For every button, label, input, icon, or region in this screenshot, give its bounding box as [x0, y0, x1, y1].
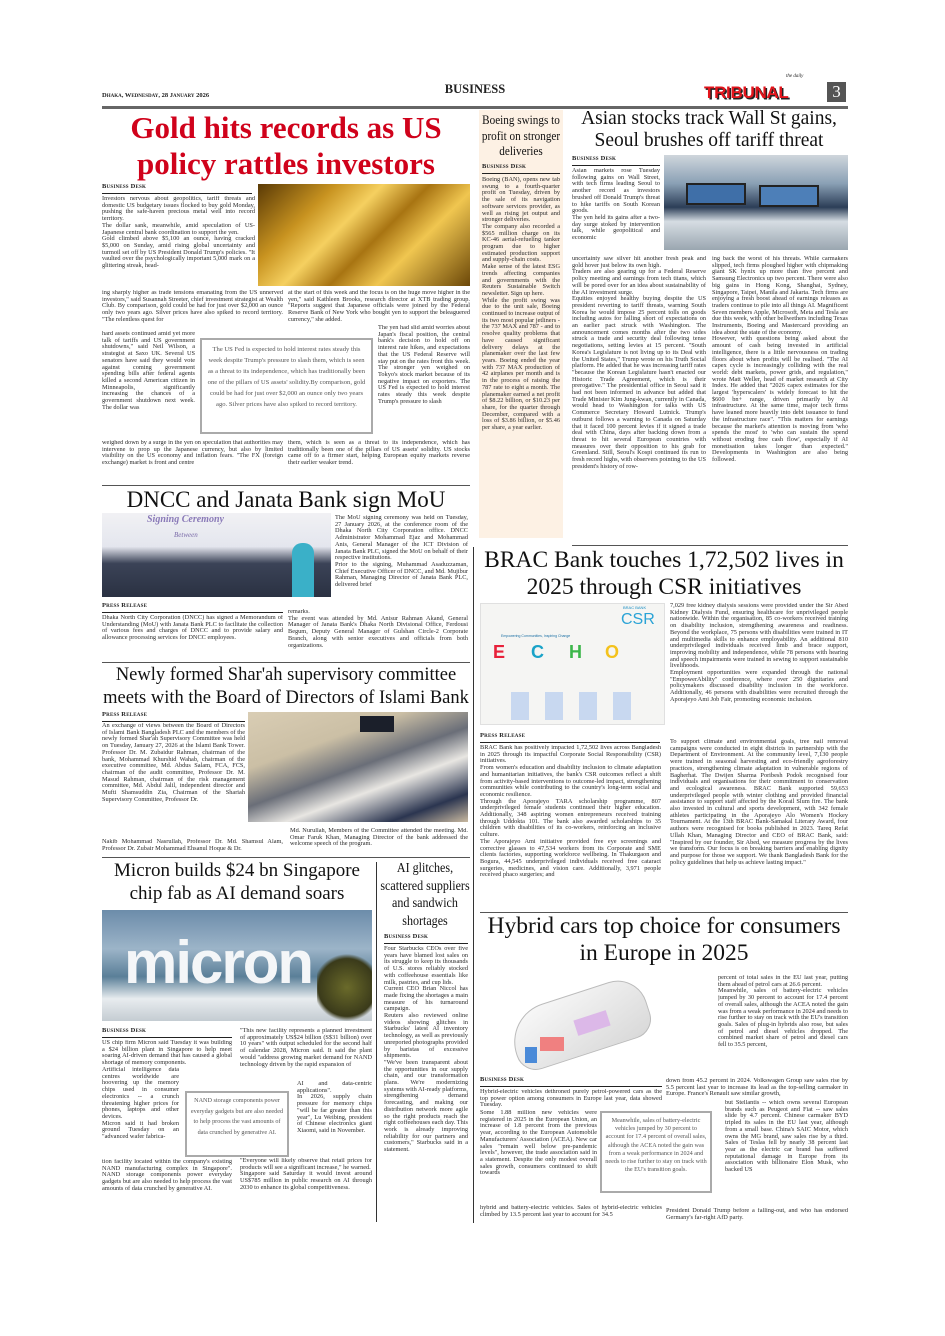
asian-headline: Asian stocks track Wall St gains, Seoul brushes off tariff threat: [581, 108, 837, 151]
dncc-headline: DNCC and Janata Bank sign MoU: [126, 487, 446, 512]
micron-body-3: tion facility located within the company's existing NAND manufacturing complex in Singapore". NAND storage components power everyday gadgets but are also needed to help process the vast amounts of data crunched by generative AI.: [102, 1159, 232, 1192]
islami-headline: Newly formed Shar'ah supervisory committee meets with the Board of Directors of Islami Bank: [103, 665, 469, 708]
echo-letter-o: O: [605, 642, 620, 662]
echo-letter-h: H: [569, 642, 582, 662]
starbucks-body: Four Starbucks CEOs over five years have blamed lost sales on its struggle to keep its thousands of U.S. stores reliably stocked with coffeehouse essentials like milk, pastries, and cup lids. Current CEO Brian Niccol has made fixing the shortages a main measure of his turnaround campaign. Reuters also reviewed online videos showing glitches in Starbucks' latest AI inventory technology, as well as previously unreported photographs provided by baristas of excessive shipments. "We've been transparent about the opportunities in our supply chain, and our transformation plans. We're modernizing systems with AI-ready platforms, strengthening demand forecasting, and making our distribution network more agile so the right products reach the right coffeehouses each day. This work is already improving reliability for our partners and customers," Starbucks said in a statement.: [384, 946, 468, 1154]
csr-tagline: Empowering Communities, Inspiring Change: [501, 634, 571, 638]
brac-brand: BRAC BANK: [623, 605, 647, 610]
asian-body-3: ing back the worst of his threats. While carmakers slipped, tech firms ploughed higher with chipmaking giant SK hynix up more than five percent and Samsung Electronics up two percent. There were also big gains in Hong Kong, Shanghai, Sydney, Singapore, Taipei, Manila and Jakarta. Tech firms are enjoying a fresh boost ahead of earnings releases as traders continue to pile into all things AI. Magnificent Seven members Apple, Microsoft, Meta and Tesla are due this week, with other bellwethers including Texas Instruments, Boeing and Mastercard providing an idea about the state of the economy. However, with questions being asked about the amount of cash being invested in artificial intelligence, there is a little nervousness on trading floors about when profits will be realised. "The AI capex cycle is increasingly colliding with the real world: debt markets, power grids, and regulation," wrote Matt Weller, head of market research at City Index. He added that "2026 capex estimates for the largest 'hyperscalers' is widely forecast to hit the $600 bn+ range, driven primarily by AI infrastructure. At the same time, major tech firms have leaned more heavily into debt issuance to fund the infrastructure race". "This matters for earnings because the market's attention is moving from 'who spends the most' to 'who can sustain the spend without eroding free cash flow', especially if AI monetisation takes longer than expected." Developments in Washington are also being followed.: [712, 256, 848, 464]
column-divider: [473, 547, 474, 1223]
micron-body-1: US chip firm Micron said Tuesday it was building a $24 billion plant in Singapore to help meet soaring AI-driven demand that has caused a global shortage of memory components.: [102, 1040, 232, 1067]
board-meeting-photo: [248, 712, 468, 822]
csr-title: CSR: [621, 611, 655, 628]
gold-body-2: ing sharply higher as trade tensions emanating from the US unnerved investors," said Susannah Streeter, chief investment strategist at Wealth Club. By comparison, gold could be had for just over $2,000 an ounce only two years ago. Silver prices have also spiked to record territory. "The relentless quest for: [102, 290, 283, 323]
hybrid-body-4: President Donald Trump before a falling-out, and who has endorsed Germany's far-right AfD party.: [666, 1208, 848, 1221]
dncc-signing-photo: [102, 513, 331, 597]
micron-sign: micron: [124, 929, 313, 996]
hybrid-body-5: Hybrid-electric vehicles dethroned purely petrol-powered cars as the top power option among consumers in Europe last year, data showed Tuesday.: [480, 1089, 662, 1109]
page-number: 3: [827, 82, 846, 102]
boeing-byline: Business Desk: [482, 163, 560, 174]
banner-between: Between: [174, 531, 198, 539]
logo-small-text: the daily: [786, 74, 804, 79]
hybrid-byline: Business Desk: [480, 1076, 662, 1087]
divider: [102, 485, 470, 486]
dncc-body-3: remarks. The event was attended by Md. Anisur Rahman Akand, General Manager of Janata Bank's Dhaka North Divisional Office, Ferdousi Begum, Deputy General Manager of Gulshan Circle-2 Corporate Branch, along with senior executives and officials from both organizations.: [288, 609, 468, 649]
gold-body-4: weighed down by a surge in the yen on speculation that authorities may intervene to prop up the Japanese currency, but also by limited visibility on the US economy and inflation fears. "The FX (foreign exchange) market is front and centre: [102, 440, 283, 467]
hybrid-headline: Hybrid cars top choice for consumers in Europe in 2025: [487, 913, 841, 966]
hybrid-body-6: Some 1.88 million new vehicles were registered in 2025 in the European Union, an increase of 1.8 percent from the previous year, according to the European Automobile Manufacturers' Association (ACEA). New car sales "remain well below pre-pandemic levels", however, the trade association said in a statement. Despite the only modest overall sales growth, consumers continued to shift towards: [480, 1110, 597, 1177]
wall-screen: [360, 716, 394, 732]
brac-csr-graphic: [480, 603, 665, 725]
echo-letter-c: C: [531, 642, 544, 662]
person-hijab: [292, 543, 314, 597]
brac-body-3: To support climate and environmental goals, tree nail removal campaigns were conducted in eight districts in partnership with the Department of Environment. At the community level, 7,130 people were trained in seasonal harvesting and eco-friendly agroforestry practices, strengthening climate adaptation in vulnerable regions of Bagherhat. The Dwijen Sharma Poribesh Podok recognised four individuals and organisations for their commitment to conservation and ecological awareness. BRAC Bank supported 59,653 underprivileged people with winter clothing and provided financial assistance to support staff affected by the Korail Slum fire. The bank also invested in cultural and sports development, with 342 female athletes participating in the Aporajeyo Alo Women's Hockey Tournament. At the 13th BRAC Bank-Samakal Literary Award, four authors were recognised for books published in 2023. Tareq Refat Ullah Khan, Managing Director and CEO of BRAC Bank, said: "Inspired by our founder, Sir Abed, we measure progress by the lives we transform. Our focus is on breaking barriers and enabling dignity and purpose for those we support. We thank Bangladesh Bank for the policy guidelines that help us achieve lasting impact.": [670, 739, 848, 866]
gold-body-5: at the start of this week and the focus is on the huge move higher in the yen," said Kathleen Brooks, research director at XTB trading group. "Reports suggest that Japanese officials were joined by the Federal Reserve Bank of New York who bought yen to support the beleaguered currency," she added.: [288, 290, 470, 323]
column-divider: [376, 862, 377, 1222]
islami-byline: Press Release: [102, 711, 245, 722]
cooling-unit: [525, 1047, 537, 1063]
islami-body-3: Md. Nurullah, Members of the Committee attended the meeting. Md. Omar Faruk Khan, Managing Director of the bank addressed the welcome speech of the program.: [290, 828, 468, 848]
gold-byline: Business Desk: [102, 183, 252, 194]
micron-pullquote: NAND storage components power everyday gadgets but are also needed to help process the vast amounts of data crunched by generative AI.: [185, 1091, 289, 1157]
micron-building-photo: [102, 910, 372, 1021]
palm-leaves: [317, 950, 372, 1021]
dncc-body-2: Dhaka North City Corporation (DNCC) has signed a Memorandum of Understanding (MoU) with Janata Bank PLC to facilitate the collection of various fees and charges of DNCC and to provide salary and allowance processing services for DNCC employees.: [102, 615, 283, 642]
gold-bars-photo: [258, 184, 470, 286]
program-logos: [511, 692, 636, 720]
gold-body-6: The yen had slid amid worries about Japan's fiscal position, the central bank's decision to hold off on interest rate hikes, and expectations that the US Federal Reserve will stay put on the rates front this week. The stronger yen weighed on Tokyo's stock market because of its negative impact on exporters. The US Fed is expected to hold interest rates steady this week despite Trump's pressure to slash: [378, 325, 470, 405]
engine-block: [540, 1037, 564, 1051]
section-title: BUSINESS: [444, 82, 506, 96]
dncc-body-1: The MoU signing ceremony was held on Tuesday, 27 January 2026, at the conference room of the Dhaka North City Corporation office. DNCC Administrator Mohammad Ejaz and Mohammad Anis, General Manager of the ICT Division of Janata Bank PLC, signed the MoU on behalf of their respective institutions. Prior to the signing, Muhammad Asaduzzaman, Chief Executive Officer of DNCC, and Md. Mujibur Rahman, Managing Director of Janata Bank PLC, delivered brief: [335, 515, 468, 589]
gold-body-3: hard assets continued amid yet more talk of tariffs and US government shutdowns," said Neil Wilson, a strategist at Saxo UK. Several US senators have said they would vote against coming government spending bills after federal agents killed a second American citizen in Minneapolis, significantly increasing the chances of a government shutdown next week. The dollar was: [102, 331, 195, 411]
brac-body-1: 7,029 free kidney dialysis sessions were provided under the Sir Abed Kidney Dialysis Fund, ensuring healthcare for unprivileged people nationwide. Within the organisation, 85 co-workers received training on disability inclusion, strengthening awareness and readiness. Beyond the workplace, 75 persons with disabilities were trained in IT and multimedia skills to enhance employability. An additional 810 underprivileged individuals received limb and brace support, improving mobility and independence, while 78 persons with hearing and speech impairments were trained in sewing to support sustainable livelihoods. Employment opportunities were expanded through the national "EmpowerAbility" conference, where over 250 dignitaries and policymakers discussed disability inclusion in the workforce. Additionally, 46 persons with disabilities were recruited through the Aporajeyo Ami Job Fair, promoting economic inclusion.: [670, 603, 848, 703]
trading-floor-photo: [664, 155, 848, 250]
micron-body-6: "Everyone will likely observe that retail prices for products will see a significant increase," he warned. Singapore said Saturday it would invest around US$785 million in public research on AI through 2030 to enhance its global competitiveness.: [240, 1158, 372, 1191]
brac-body-2: BRAC Bank has positively impacted 1,72,502 lives across Bangladesh in 2025 through its impactful Corporate Social Responsibility (CSR) initiatives. From women's education and disability inclusion to climate adaptation and humanitarian initiatives, the bank's CSR outcomes reflect a shift from activity-based interventions to outcome-led impact, strengthening communities while contributing to the country's long-term social and economic resilience. Through the Aporajeyo TARA scholarship programme, 807 underprivileged female students continued their higher education. Additionally, 348 aspiring women entrepreneurs received training through Uddokta 101. The bank also awarded scholarships to 35 children with disabilities of its co-workers, reinforcing an inclusive culture. The Aporajeyo Ami initiative provided free eye screenings and corrective glasses to 47,534 workers from its Corporate and SME clients factories, supporting workforce wellbeing. In Thakurgaon and Bogura, 44,545 underprivileged individuals received free cataract surgeries, medicines, and vision care. Additionally, 3,971 people received phaco surgeries; and: [480, 745, 661, 879]
asian-body-2: uncertainty saw silver hit another fresh peak and gold hover just below its own high. Traders are also gearing up for a Federal Reserve policy meeting and earnings from tech titans, which will be pored over for an idea about sustainability of the AI investment surge. Equities enjoyed healthy buying despite the US president reverting to tariff threats, warning South Korea he would impose 25 percent tolls on goods including autos for falling short of expectations on an earlier pact struck with Washington. The announcement comes months after the two sides struck a trade and security deal following tense negotiations, setting levies at 15 percent. "South Korea's Legislature is not living up to its Deal with the United States," Trump wrote on his Truth Social platform. He added that he was increasing tariff rates "because the Korean Legislature hasn't enacted our Historic Trade Agreement, which is their prerogative." The presidential office in Seoul said it had not been informed in advance but added that Trade Minister Kim Jung-kwan, currently in Canada, would head to Washington for talks with US Commerce Secretary Howard Lutnick. Trump's outburst follows a warning to Canada on Saturday that it faced 100 percent levies if it signed a trade deal with China, days after backing down from a threat to hit several European countries with measures over their opposition to his grab for Greenland. Still, Seoul's Kospi continued its run to fresh record highs, with observers pointing to the US president's history of row-: [572, 256, 706, 470]
monitor-graphic: [759, 185, 819, 207]
micron-headline: Micron builds $24 bn Singapore chip fab as AI demand soars: [114, 860, 360, 904]
echo-letter-e: E: [493, 642, 506, 662]
hybrid-body-2: down from 45.2 percent in 2024. Volkswagen Group saw sales rise by 5.5 percent last year to increase its lead as the top-selling carmaker in Europe. France's Renault saw similar growth,: [666, 1078, 848, 1098]
brac-headline: BRAC Bank touches 1,72,502 lives in 2025 through CSR initiatives: [484, 547, 844, 600]
brac-byline: Press Release: [480, 732, 660, 743]
asian-byline: Business Desk: [572, 155, 660, 166]
logo: [702, 74, 848, 104]
asian-body-1: Asian markets rose Tuesday following gains on Wall Street, with tech firms leading Seoul to another record as investors brushed off Donald Trump's threat to hike tariffs on South Korean goods. The yen held its gains after a two-day surge stoked by intervention talk, while geopolitical and economic: [572, 168, 660, 242]
hybrid-car-diagram: [480, 975, 662, 1075]
gold-headline: Gold hits records as US policy rattles investors: [130, 110, 442, 181]
gold-body-1: Investors nervous about geopolitics, tariff threats and domestic US budgetary issues flocked to buy gold Monday, pushing the safe-haven precious metal well into record territory. The dollar sank, meanwhile, amid speculation of US-Japanese central bank coordination to support the yen. Gold climbed above $5,100 an ounce, having cracked $5,000 on Sunday, amid rising global uncertainty and turmoil set off by US President Donald Trump's policies. "It vaulted over the psychologically important 5,000 mark on a glittering streak, head-: [102, 196, 255, 270]
divider: [102, 857, 470, 858]
gold-body-7: them, which is seen as a threat to its independence, which has traditionally been one of the pillars of US assets' solidity. US stocks came off to a firmer start, helping European equity markets reverse their earlier weaker trend.: [288, 440, 470, 467]
monitor-graphic: [686, 183, 746, 205]
divider: [572, 545, 848, 546]
hybrid-pullquote: Meanwhile, sales of battery-electric vehicles jumped by 30 percent to account for 17.4 percent of overall sales, although the ACEA noted the gain was from a weak performance in 2024 and needs to rise further to stay on track with the EU's transition goals.: [600, 1111, 712, 1193]
boeing-body: Boeing (BAN), opens new tab swung to a fourth-quarter profit on Tuesday, driven by the sale of its navigation software services provider, as well as rising jet output and stronger deliveries. The company also recorded a $565 million charge on its KC-46 aerial-refueling tanker program due to higher estimated production support and supply-chain costs. Make sense of the latest ESG trends affecting companies and governments with the Reuters Sustainable Switch newsletter. Sign up here. While the profit swing was due to the unit sale, Boeing continued to increase output of its two most popular jetliners - the 737 MAX and 787 - and to resolve quality problems that have caused significant delivery delays at the planemaker over the last few years. Boeing ended the year with 737 MAX production of 42 airplanes per month and is in the process of raising the 787 rate to eight a month. The planemaker earned a net profit of $8.22 billion, or $10.23 per share, for the quarter through December, compared with a loss of $3.86 billion, or $5.46 per share, a year earlier.: [482, 177, 560, 432]
starbucks-headline: AI glitches, scattered suppliers and sandwich shortages: [380, 861, 470, 929]
gold-pullquote: The US Fed is expected to hold interest rates steady this week despite Trump's pressure to slash them, which is seen as a threat to its independence, which has traditionally been one of the pillars of US assets' solidity.By comparison, gold could be had for just over $2,000 an ounce only two years ago. Silver prices have also spiked to record territory.: [200, 338, 373, 434]
islami-body-2: Nakib Mohammad Nasrullah, Professor Dr. Md. Shamsul Alam, Professor Dr. Zubair Mohammad Ehsanul Hoque & Dr.: [102, 839, 283, 852]
hybrid-body-7: hybrid and battery-electric vehicles. Sales of hybrid-electric vehicles climbed by 13.5 percent last year to account for 34.5: [480, 1205, 662, 1218]
divider: [102, 662, 470, 663]
micron-body-5: AI and data-centric applications". In 2026, supply chain pressure for memory chips "will be far greater than this year", Lu Weibing, president of Chinese electronics giant Xiaomi, said in November.: [297, 1081, 372, 1134]
micron-byline: Business Desk: [102, 1027, 232, 1038]
dateline: Dhaka, Wednesday, 28 January 2026: [102, 92, 210, 99]
islami-body-1: An exchange of views between the Board of Directors of Islami Bank Bangladesh PLC and the members of the newly formed Shar'ah Supervisory Committee was held on Tuesday, January 27, 2026 at the Islami Bank Tower. Professor Dr. M. Zubaidur Rahman, chairman of the bank, Mohammad Khurshid Wahab, chairman of the executive committee, Md. Abdus Salam, FCA, FCS, chairman of the audit committee, Professor Dr. M. Masud Rahman, chairman of the risk management committee, Md. Abdul Jalil, independent director and Mufti Shamsuddin Zia, Chairman of the Shariah Supervisory Committee, Professor Dr.: [102, 723, 245, 803]
signing-ceremony-banner: Signing Ceremony: [147, 514, 224, 525]
hybrid-body-3: but Stellantis -- which owns several European brands such as Peugeot and Fiat -- saw sales slide by 4.7 percent. Chinese carmaker BYD tripled its sales in the EU last year, although from a small base. China's SAIC Motor, which owns the MG brand, saw sales rise by a third. Sales of Teslas fell by nearly 38 percent last year as the electric car brand has suffered reputational damage in Europe from its association with billionaire Elon Musk, who backed US: [725, 1100, 848, 1174]
hybrid-body-1: percent of total sales in the EU last year, putting them ahead of petrol cars at 26.6 percent. Meanwhile, sales of battery-electric vehicles jumped by 30 percent to account for 17.4 percent of overall sales, although the ACEA noted the gain was from a weak performance in 2024 and needs to rise further to stay on track with the EU's transition goals. Sales of plug-in hybrids also rose, but sales of petrol and diesel vehicles dropped. The combined market share of petrol and diesel cars fell to 35.5 percent,: [718, 975, 848, 1049]
micron-body-2: Artificial intelligence data centres worldwide are hoovering up the memory chips used in consumer electronics -- a crunch threatening higher prices for phones, laptops and other devices. Micron said it had broken ground Tuesday on an "advanced wafer fabrica-: [102, 1067, 179, 1141]
dncc-byline: Press Release: [102, 602, 283, 613]
starbucks-byline: Business Desk: [384, 933, 468, 944]
boeing-headline: Boeing swings to profit on stronger deliveries: [481, 112, 561, 158]
micron-body-4: "This new facility represents a planned investment of approximately US$24 billion (S$31 billion) over 10 years" with output scheduled for the second half of calendar 2028, Micron said. It said the plant would "address growing market demand for NAND technology driven by the rapid expansion of: [240, 1028, 372, 1068]
logo-wordmark: TRIBUNAL: [704, 83, 789, 102]
